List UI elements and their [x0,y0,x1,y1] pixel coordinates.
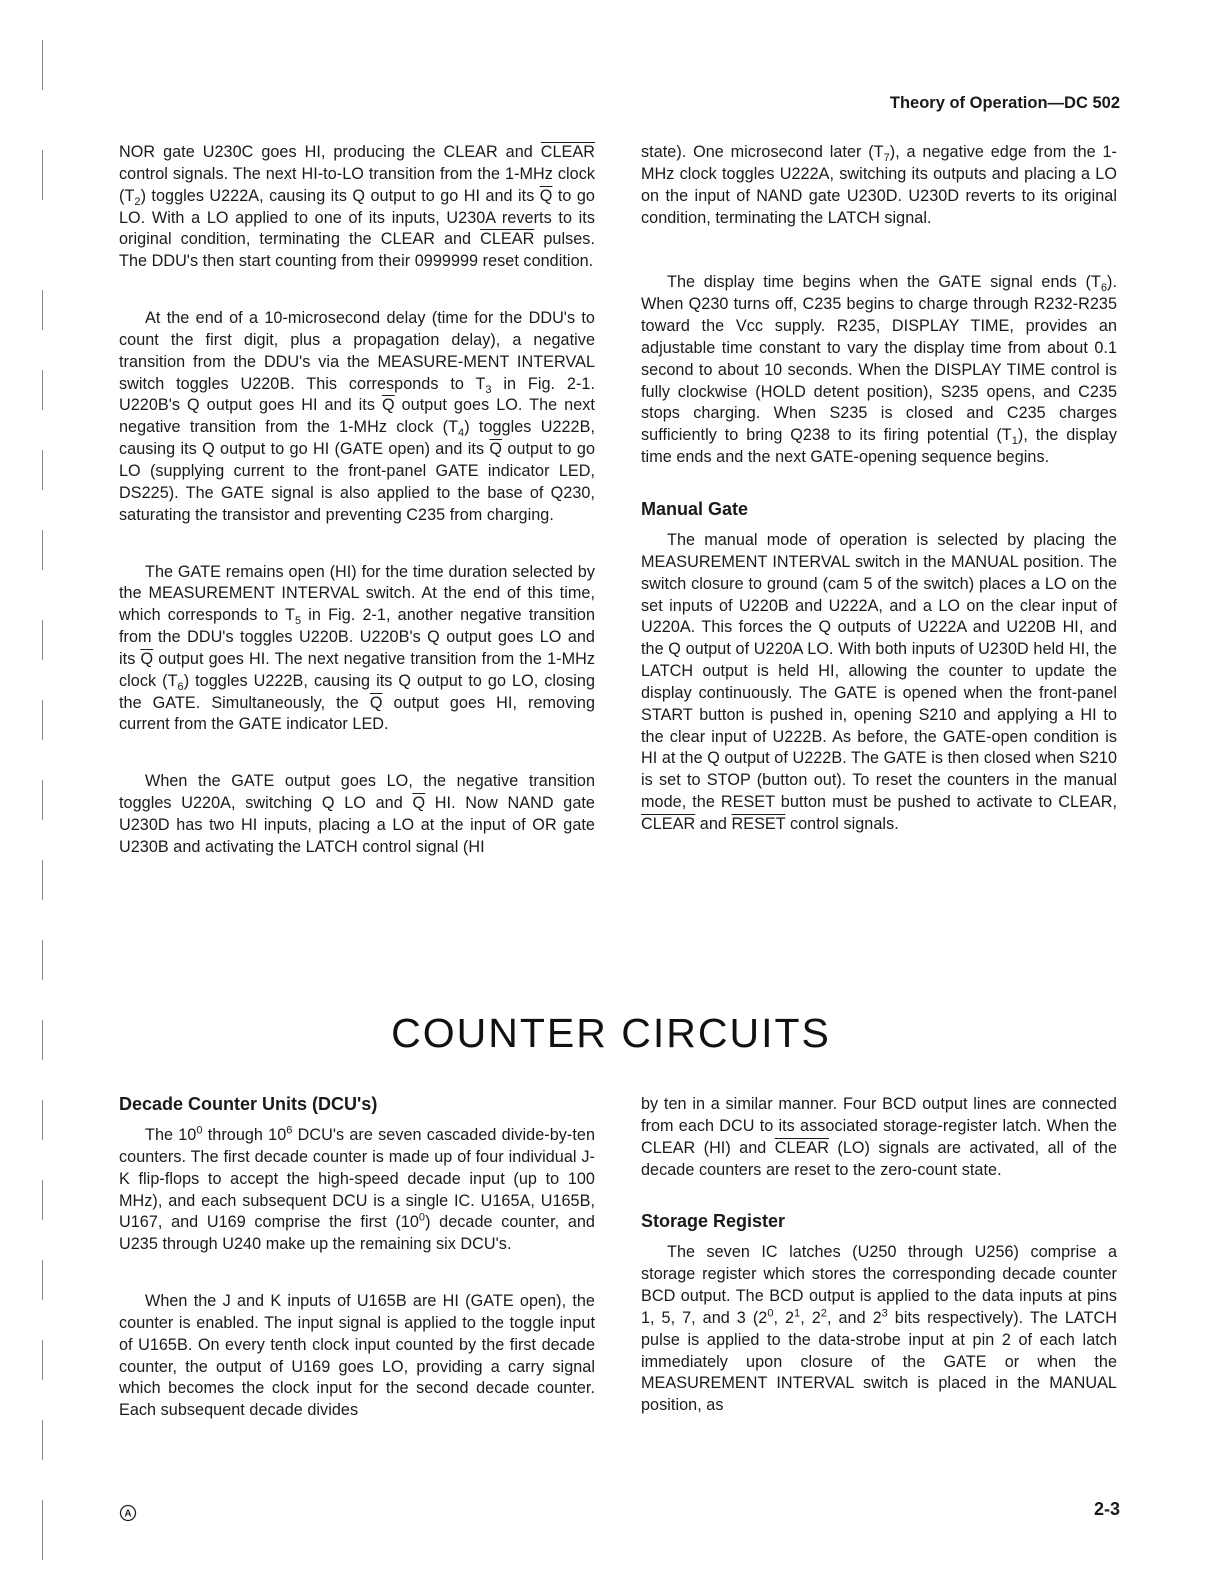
paragraph: The manual mode of operation is selected by placing the MEASUREMENT INTERVAL switch in the MANUAL position. The switch closure to ground (cam 5 of the switch) places a LO on the set inputs of U220B and U222A, and a LO on the clear input of U220A. This forces the Q outputs of U222A and U220B HI, and the Q output of U220A LO. With both inputs of U230D held HI, the LATCH output is held HI, allowing the counter to update the display continuously. The GATE is opened when the front-panel START button is pushed in, opening S210 and applying a HI to the clear input of U222B. As before, the GATE-open condition is HI at the Q output of U222B. The GATE is then closed when S210 is set to STOP (button out). To reset the counters in the manual mode, the RESET button must be pushed to activate to CLEAR, CLEAR and RESET control signals. [641,530,1117,833]
paragraph: The GATE remains open (HI) for the time duration selected by the MEASUREMENT INTERVAL switch. At the end of this time, which corresponds to $T_5$ in Fig. 2-1, another negative transition from the DDU's toggles U220B. U220B's Q output goes LO and its $\overline{Q}$ output goes HI. The next negative transition from the 1-MHz clock $(T_6)$ toggles U222B, causing its Q output to go LO, closing the GATE. Simultaneously, the $\overline{Q}$ output goes HI, removing current from the GATE indicator LED. [119,562,596,734]
section-heading-storage-register: Storage Register [641,1211,786,1232]
paragraph: The display time begins when the GATE signal ends $(T_6)$. When Q230 turns off, C235 begins to charge through R232-R235 toward the Vcc supply. R235, DISPLAY TIME, provides an adjustable time constant to vary the display time from about 0.1 second to about 10 seconds. When the DISPLAY TIME control is fully clockwise (HOLD detent position), S235 opens, and C235 stops charging. When S235 is closed and C235 charges sufficiently to bring Q238 to its firing potential $(T_1)$, the display time ends and the next GATE-opening sequence begins. [641,273,1117,467]
paragraph: by ten in a similar manner. Four BCD output lines are connected from each DCU to its associated storage-register latch. When the CLEAR (HI) and CLEAR (LO) signals are activated, all of the decade counters are reset to the zero-count state. [641,1095,1117,1179]
section-heading-manual-gate: Manual Gate [641,498,749,519]
circled-a-icon [119,1504,137,1522]
paragraph: When the J and K inputs of U165B are HI (GATE open), the counter is enabled. The input signal is applied to the toggle input of U165B. On every tenth clock input counted by the first decade counter, the output of U169 goes LO, providing a carry signal which becomes the clock input for the second decade counter. Each subsequent decade divides [119,1292,595,1420]
page-header: Theory of Operation—DC 502 [889,94,1120,112]
paragraph: The $10^0$ through $10^6$ DCU's are seven cascaded divide-by-ten counters. The first decade counter is made up of four individual J-K flip-flops to accept the high-speed decade input (up to 100 MHz), and each subsequent DCU is a single IC. U165A, U165B, U167, and U169 comprise the first $(10^0)$ decade counter, and U235 through U240 make up the remaining six DCU's. [119,1124,595,1254]
paragraph: When the GATE output goes LO, the negative transition toggles U220A, switching Q LO and $\overline{Q}$ HI. Now NAND gate U230D has two HI inputs, placing a LO at the input of OR gate U230B and activating the LATCH control signal (HI [119,772,595,856]
paragraph: state). One microsecond later $(T_7)$, a negative edge from the 1-MHz clock toggles U222A, switching its outputs and placing a LO on the input of NAND gate U230D. U230D reverts to its original condition, terminating the LATCH signal. [641,143,1117,227]
section-heading-dcu: Decade Counter Units (DCU's) [119,1094,378,1114]
svg-text:A: A [124,1508,132,1520]
paragraph: NOR gate U230C goes HI, producing the CLEAR and CLEAR control signals. The next HI-to-LO transition from the 1-MHz clock $(T_2)$ toggles U222A, causing its Q output to go HI and its $\overline{Q}$ to go LO. With a LO applied to one of its inputs, U230A reverts to its original condition, terminating the CLEAR and CLEAR pulses. The DDU's then start counting from their 0999999 reset condition. [119,143,595,271]
page-number: 2-3 [1093,1499,1120,1519]
right-column-top [641,142,1117,836]
paragraph: The seven IC latches (U250 through U256) comprise a storage register which stores the corresponding decade counter BCD output. The BCD output is applied to the data inputs at pins 1, 5, 7, and 3 ($2^0$, $2^1$, $2^2$, and $2^3$ bits respectively). The LATCH pulse is applied to the data-strobe input at pin 2 of each latch immediately upon closure of the GATE or when the MEASUREMENT INTERVAL switch is placed in the MANUAL position, as [641,1243,1117,1415]
binding-edge [42,0,44,1578]
left-column-top [119,142,595,859]
paragraph: At the end of a 10-microsecond delay (time for the DDU's to count the first digit, plus a propagation delay), a negative transition from the DDU's via the MEASURE-MENT INTERVAL switch toggles U220B. This corresponds to $T_3$ in Fig. 2-1. U220B's Q output goes HI and its $\overline{Q}$ output goes LO. The next negative transition from the 1-MHz clock $(T_4)$ toggles U222B, causing its Q output to go HI (GATE open) and its $\overline{Q}$ output to go LO (supplying current to the front-panel GATE indicator LED, DS225). The GATE signal is also applied to the base of Q230, saturating the transistor and preventing C235 from charging. [119,309,595,524]
right-column-bottom [641,1094,1117,1417]
left-column-bottom [119,1094,595,1422]
section-title: COUNTER CIRCUITS [391,1010,831,1056]
